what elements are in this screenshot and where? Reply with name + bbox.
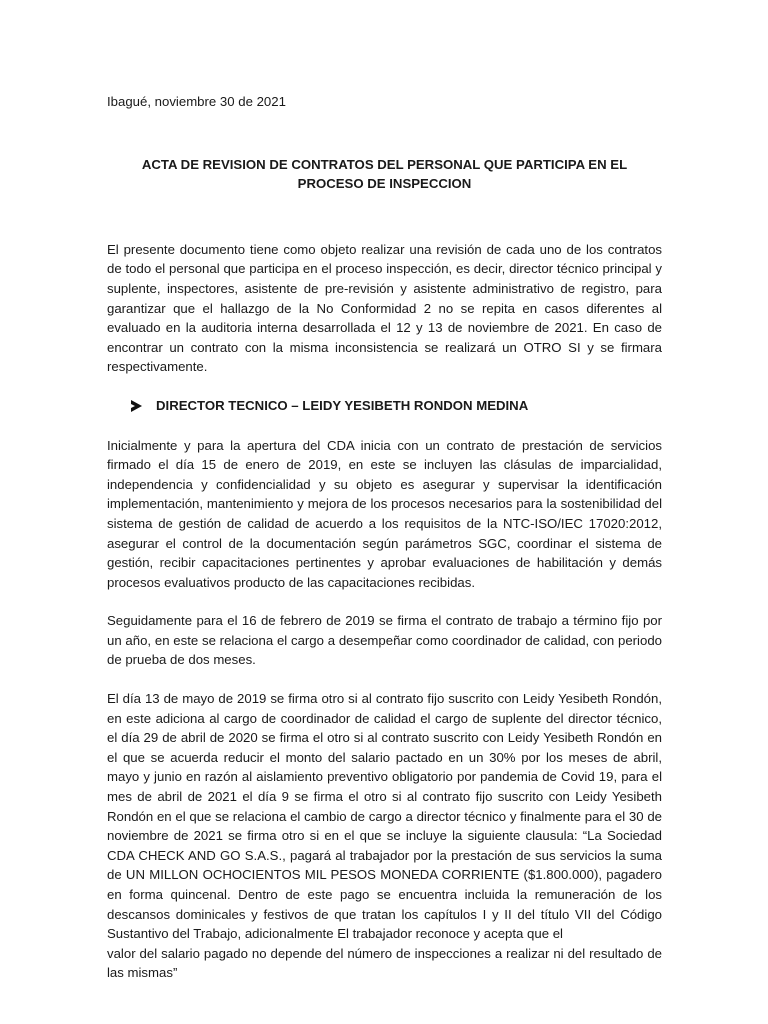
arrow-bullet-icon xyxy=(131,400,142,412)
document-title: ACTA DE REVISION DE CONTRATOS DEL PERSONAL QUE PARTICIPA EN EL PROCESO DE INSPECCION xyxy=(141,156,628,192)
paragraph-amendments-end: valor del salario pagado no depende del número de inspecciones a realizar ni del resultado de las mismas” xyxy=(107,945,662,981)
section-heading-text: DIRECTOR TECNICO – LEIDY YESIBETH RONDON MEDINA xyxy=(156,397,529,413)
paragraph-amendments-text: El día 13 de mayo de 2019 se firma otro si al contrato fijo suscrito con Leidy Yesibeth Rondón, en este adiciona al cargo de coordinador de calidad el cargo de suplente del director técnico, el día 29 de abril de 2020 se firma el otro si al contrato suscrito con Leidy Yesibeth Rondón en el que se acuerda reducir el monto del salario pactado en un 30% por los meses de abril, mayo y junio en razón al aislamiento preventivo obligatorio por pandemia de Covid 19, para el mes de abril de 2021 el día 9 se firma el otro si al contrato fijo suscrito con Leidy Yesibeth Rondón en el que se relaciona el cambio de cargo a director técnico y finalmente para el 30 de noviembre de 2021 se firma otro si en el que se incluye la siguiente clausula: “La Sociedad CDA CHECK AND GO S.A.S., pagará al trabajador por la prestación de sus servicios la suma de UN MILLON OCHOCIENTOS MIL PESOS MONEDA CORRIENTE ($1.800.000), pagadero en forma quincenal. Dentro de este pago se encuentra incluida la remuneración de los descansos dominicales y festivos de que tratan los capítulos I y II del título VII del Código Sustantivo del Trabajo, adicionalmente El trabajador reconoce y acepta que el xyxy=(107,691,662,942)
section-heading xyxy=(131,396,662,416)
paragraph-fixed-term-contract: Seguidamente para el 16 de febrero de 2019 se firma el contrato de trabajo a término fijo por un año, en este se relaciona el cargo a desempeñar como coordinador de calidad, con periodo de prueba de dos meses. xyxy=(107,613,662,668)
paragraph-contract-amendments xyxy=(107,689,662,944)
intro-paragraph: El presente documento tiene como objeto realizar una revisión de cada uno de los contratos de todo el personal que participa en el proceso inspección, es decir, director técnico principal y suplente, inspectores, asistente de pre-revisión y asistente administrativo de registro, para garantizar que el hallazgo de la No Conformidad 2 no se repita en casos diferentes al evaluado en la auditoria interna desarrollada el 12 y 13 de noviembre de 2021. En caso de encontrar un contrato con la misma inconsistencia se realizará un OTRO SI y se firmara respectivamente. xyxy=(107,241,662,375)
document-date: Ibagué, noviembre 30 de 2021 xyxy=(107,94,286,109)
paragraph-contract-services: Inicialmente y para la apertura del CDA inicia con un contrato de prestación de servicios firmado el día 15 de enero de 2019, en este se incluyen las clásulas de imparcialidad, independencia y confidencialidad y su objeto es asegurar y supervisar la identificación implementación, mantenimiento y mejora de los procesos necesarios para la sostenibilidad del sistema de gestión de calidad de acuerdo a los requisitos de la NTC-ISO/IEC 17020:2012, asegurar el control de la documentación según parámetros SGC, coordinar el sistema de gestión, recibir capacitaciones pertinentes y aprobar evaluaciones de habilitación y demás procesos evaluativos producto de las capacitaciones recibidas. xyxy=(107,437,662,590)
